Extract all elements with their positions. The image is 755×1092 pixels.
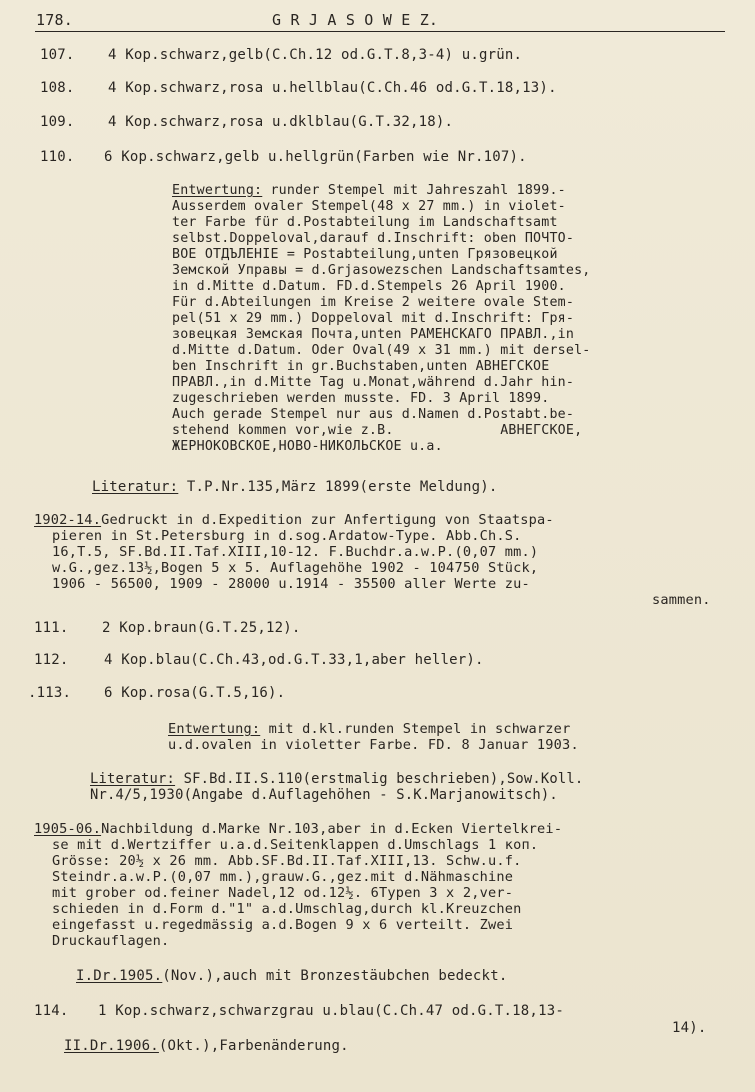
item-108-text: 4 Kop.schwarz,rosa u.hellblau(C.Ch.46 od.G.T.18,13). [108, 80, 557, 96]
literatur-2-line-1: Nr.4/5,1930(Angabe d.Auflagehöhen - S.K.Marjanowitsch). [90, 787, 558, 803]
section-1902-line-3: w.G.,gez.13½,Bogen 5 x 5. Auflagehöhe 1902 - 104750 Stück, [52, 560, 539, 576]
entwertung-1-line-2: ter Farbe für d.Postabteilung im Landschaftsamt [172, 215, 558, 230]
entwertung-1-line-6: in d.Mitte d.Datum. FD.d.Stempels 26 April 1900. [172, 279, 566, 294]
entwertung-1-line [172, 183, 566, 199]
page-number: 178. [36, 11, 73, 29]
item-111-text: 2 Kop.braun(G.T.25,12). [102, 620, 301, 636]
entwertung-1-line-12: ПРАВЛ.,in d.Mitte Tag u.Monat,während d.Jahr hin- [172, 375, 575, 390]
section-1902-text-0: Gedruckt in d.Expedition zur Anfertigung von Staatspa- [101, 512, 554, 528]
section-1905-line-5: schieden in d.Form d."1" a.d.Umschlag,durch kl.Kreuzchen [52, 901, 522, 917]
section-1902-label: 1902-14. [34, 512, 102, 528]
item-107-number: 107. [40, 47, 75, 63]
section-1905-label: 1905-06. [34, 821, 102, 837]
entwertung-1-line-1: Ausserdem ovaler Stempel(48 x 27 mm.) in violet- [172, 199, 566, 214]
item-114-text: 1 Kop.schwarz,schwarzgrau u.blau(C.Ch.47 od.G.T.18,13- [98, 1003, 564, 1019]
entwertung-1-label: Entwertung: [172, 183, 263, 198]
section-1902-line-5: sammen. [652, 592, 711, 608]
druck-1906-text: (Okt.),Farbenänderung. [158, 1038, 349, 1054]
entwertung-1-line-14: Auch gerade Stempel nur aus d.Namen d.Postabt.be- [172, 407, 575, 422]
entwertung-1-line-7: Für d.Abteilungen im Kreise 2 weitere ovale Stem- [172, 295, 575, 310]
section-1902-line-4: 1906 - 56500, 1909 - 28000 u.1914 - 35500 aller Werte zu- [52, 576, 530, 592]
druck-1905 [76, 968, 507, 984]
item-109-text: 4 Kop.schwarz,rosa u.dklblau(G.T.32,18). [108, 114, 454, 130]
literatur-2-line-0 [90, 771, 583, 787]
entwertung-1-line-5: Земской Управы = d.Grjasowezschen Landschaftsamtes, [172, 263, 591, 278]
literatur-1-text: T.P.Nr.135,März 1899(erste Meldung). [178, 479, 498, 495]
entwertung-2-line-1: u.d.ovalen in violetter Farbe. FD. 8 Januar 1903. [168, 737, 579, 753]
item-112-text: 4 Kop.blau(C.Ch.43,od.G.T.33,1,aber heller). [104, 652, 484, 668]
entwertung-1-line-3: selbst.Doppeloval,darauf d.Inschrift: oben ПОЧТО- [172, 231, 575, 246]
item-113-text: 6 Kop.rosa(G.T.5,16). [104, 685, 286, 701]
item-112-number: 112. [34, 652, 69, 668]
section-1905-line-2: Grösse: 20½ x 26 mm. Abb.SF.Bd.II.Taf.XIII,13. Schw.u.f. [52, 853, 522, 869]
item-114-continuation: 14). [672, 1020, 707, 1036]
item-110-number: 110. [40, 149, 75, 165]
literatur-2-text-0: SF.Bd.II.S.110(erstmalig beschrieben),Sow.Koll. [175, 771, 584, 787]
entwertung-2-label: Entwertung: [168, 721, 261, 737]
item-111-number: 111. [34, 620, 69, 636]
entwertung-1-line-0: runder Stempel mit Jahreszahl 1899.- [262, 183, 566, 198]
entwertung-1-line-4: ВОЕ ОТДЪЛЕНІЕ = Postabteilung,unten Грязовецкой [172, 247, 558, 262]
entwertung-1-line-10: d.Mitte d.Datum. Oder Oval(49 x 31 mm.) mit dersel- [172, 343, 591, 358]
druck-1906-label: II.Dr.1906. [64, 1038, 159, 1054]
literatur-1-label: Literatur: [92, 479, 179, 495]
entwertung-1-line-15: stehend kommen vor,wie z.B. АВНЕГСКОЕ, [172, 423, 583, 438]
literatur-1 [92, 479, 498, 495]
section-1905-text-0: Nachbildung d.Marke Nr.103,aber in d.Ecken Viertelkrei- [101, 821, 563, 837]
item-113-number: .113. [28, 685, 72, 701]
entwertung-2-line-0 [168, 721, 570, 737]
section-1902-line-0 [34, 512, 554, 528]
section-1905-line-0 [34, 821, 562, 837]
section-1905-line-4: mit grober od.feiner Nadel,12 od.12½. 6Typen 3 x 2,ver- [52, 885, 514, 901]
section-1905-line-1: se mit d.Wertziffer u.a.d.Seitenklappen d.Umschlags 1 коп. [52, 837, 539, 853]
section-1902-line-1: pieren in St.Petersburg in d.sog.Ardatow-Type. Abb.Ch.S. [52, 528, 522, 544]
entwertung-1-line-9: зовецкая Земская Почта,unten РАМЕНСКАГО ПРАВЛ.,in [172, 327, 575, 342]
page-title: G R J A S O W E Z. [272, 11, 439, 29]
entwertung-1-line-8: pel(51 x 29 mm.) Doppeloval mit d.Inschrift: Гря- [172, 311, 575, 326]
entwertung-2-text-0: mit d.kl.runden Stempel in schwarzer [260, 721, 571, 737]
header-rule [35, 31, 725, 32]
item-108-number: 108. [40, 80, 75, 96]
druck-1906 [64, 1038, 349, 1054]
druck-1905-text: (Nov.),auch mit Bronzestäubchen bedeckt. [162, 968, 508, 984]
section-1905-line-7: Druckauflagen. [52, 933, 170, 949]
section-1902-line-2: 16,T.5, SF.Bd.II.Taf.XIII,10-12. F.Buchdr.a.w.P.(0,07 mm.) [52, 544, 539, 560]
section-1905-line-3: Steindr.a.w.P.(0,07 mm.),grauw.G.,gez.mit d.Nähmaschine [52, 869, 514, 885]
item-114-number: 114. [34, 1003, 69, 1019]
item-109-number: 109. [40, 114, 75, 130]
entwertung-1-line-13: zugeschrieben werden musste. FD. 3 April 1899. [172, 391, 550, 406]
section-1905-line-6: eingefasst u.regedmässig a.d.Bogen 9 x 6 verteilt. Zwei [52, 917, 514, 933]
entwertung-1-line-16: ЖЕРНОКОВСКОЕ,НОВО-НИКОЛЬСКОЕ u.a. [172, 439, 443, 454]
item-107-text: 4 Kop.schwarz,gelb(C.Ch.12 od.G.T.8,3-4) u.grün. [108, 47, 523, 63]
literatur-2-label: Literatur: [90, 771, 176, 787]
item-110-text: 6 Kop.schwarz,gelb u.hellgrün(Farben wie Nr.107). [104, 149, 527, 165]
entwertung-1-line-11: ben Inschrift in gr.Buchstaben,unten АВНЕГСКОЕ [172, 359, 550, 374]
druck-1905-label: I.Dr.1905. [76, 968, 163, 984]
